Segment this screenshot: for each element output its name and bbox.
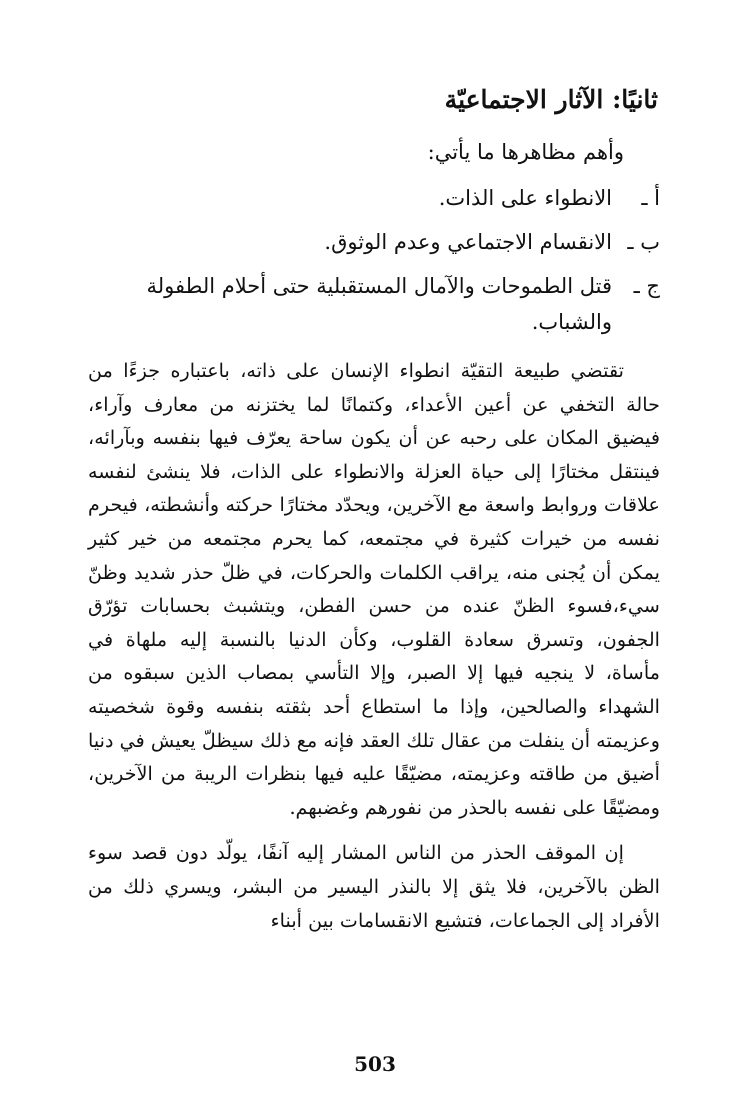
book-page xyxy=(88,72,660,1032)
section-title: ثانيًا: الآثار الاجتماعيّة xyxy=(444,85,658,114)
list-text: الانطواء على الذات. xyxy=(438,186,612,210)
list-text: قتل الطموحات والآمال المستقبلية حتى أحلام الطفولة والشباب. xyxy=(146,274,612,334)
list-item xyxy=(88,176,660,220)
body-paragraph: إن الموقف الحذر من الناس المشار إليه آنفًا، يولّد دون قصد سوء الظن بالآخرين، فلا يثق إلا بالنذر اليسير من البشر، ويسري ذلك من الأفراد إلى الجماعات، فتشيع الانقسامات بين أبناء xyxy=(88,841,660,932)
list-item xyxy=(88,264,660,340)
section-intro: وأهم مظاهرها ما يأتي: xyxy=(427,140,624,164)
list-item xyxy=(88,220,660,264)
page-number: 503 xyxy=(354,1052,396,1076)
list-marker: أ ـ xyxy=(641,186,660,210)
body-paragraph: تقتضي طبيعة التقيّة انطواء الإنسان على ذاته، باعتباره جزءًا من حالة التخفي عن أعين الأعداء، وكتمانًا لما يختزنه من معارف وآراء، فيضيق المكان على رحبه عن أن يكون ساحة يعرّف فيها بنفسه وبآرائه، فينتقل مختارًا إلى حياة العزلة والانطواء على الذات، فلا ينشئ لنفسه علاقات وروابط واسعة مع الآخرين، ويحدّد مختارًا حركته وأنشطته، فيحرم نفسه من خيرات كثيرة في مجتمعه، كما يحرم مجتمعه من خير كثير يمكن أن يُجنى منه، يراقب الكلمات والحركات، في ظلّ حذر شديد وظنّ سيء،فسوء الظنّ عنده من حسن الفطن، ويتشبث بحسابات تؤرّق الجفون، وتسرق سعادة القلوب، وكأن الدنيا بالنسبة إليه ملهاة في مأساة، لا ينجيه فيها إلا الصبر، وإلا التأسي بمصاب الذين سبقوه من الشهداء والصالحين، وإذا ما استطاع أحد بثقته بنفسه وقوة شخصيته وعزيمته أن ينفلت من عقال تلك العقد فإنه مع ذلك سيظلّ يعيش في دنيا أضيق من طاقته وعزيمته، مضيّقًا عليه فيها بنظرات الريبة من الآخرين، ومضيّقًا على نفسه بالحذر من نفورهم وغضبهم. xyxy=(88,359,660,819)
list-marker: ج ـ xyxy=(633,274,660,298)
list-marker: ب ـ xyxy=(627,230,660,254)
points-list xyxy=(88,176,660,340)
list-text: الانقسام الاجتماعي وعدم الوثوق. xyxy=(324,230,612,254)
